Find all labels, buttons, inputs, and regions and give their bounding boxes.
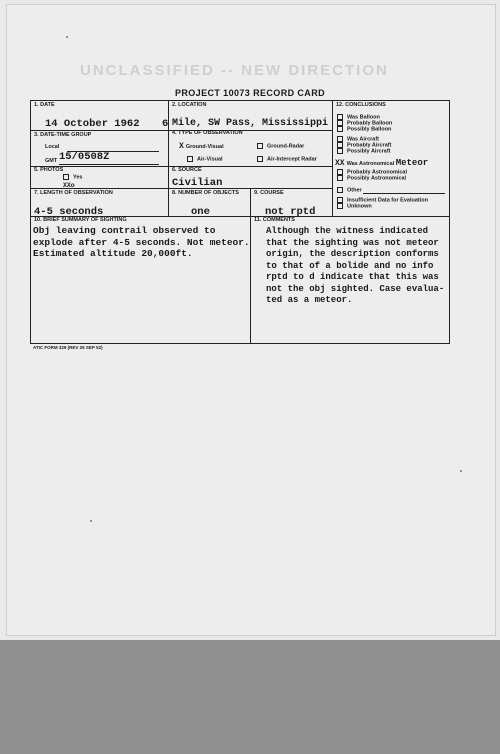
objects-cell xyxy=(169,189,251,217)
photos-cell xyxy=(31,167,169,189)
card-title: PROJECT 10073 RECORD CARD xyxy=(174,88,326,98)
observation-type-cell xyxy=(169,131,333,167)
source-value: Civilian xyxy=(172,177,223,189)
photos-yes: Yes xyxy=(63,174,82,180)
comments-cell xyxy=(251,217,449,343)
summary-label: 10. BRIEF SUMMARY OF SIGHTING xyxy=(34,217,127,223)
checkbox-icon xyxy=(337,126,343,132)
conclusion-was-astronomical: XX Was Astronomical Meteor xyxy=(335,158,429,168)
objects-value: one xyxy=(191,206,210,218)
checkbox-icon xyxy=(63,174,69,180)
dust-speck xyxy=(66,36,68,38)
length-label: 7. LENGTH OF OBSERVATION xyxy=(34,190,113,196)
length-value: 4-5 seconds xyxy=(34,206,104,218)
length-cell xyxy=(31,189,169,217)
gmt-value: 15/0508Z xyxy=(59,151,110,163)
ground-radar-text: Ground-Radar xyxy=(267,143,305,150)
checkbox-icon xyxy=(337,187,343,193)
conclusion-was-balloon: Was Balloon xyxy=(337,114,380,120)
checkbox-icon xyxy=(337,175,343,181)
form-number: ATIC FORM 329 (REV 26 SEP 52) xyxy=(33,345,103,350)
location-value: Mile, SW Pass, Mississippi xyxy=(172,118,329,129)
checkbox-icon xyxy=(257,143,263,149)
checkbox-icon xyxy=(257,156,263,162)
objects-label: 8. NUMBER OF OBJECTS xyxy=(172,190,239,196)
photos-label: 5. PHOTOS xyxy=(34,167,64,173)
ground-visual-text: Ground-Visual xyxy=(185,144,224,150)
conclusions-cell xyxy=(333,101,449,217)
conclusion-possibly-astronomical: Possibly Astronomical xyxy=(337,175,406,181)
course-label: 9. COURSE xyxy=(254,190,284,196)
conclusion-was-aircraft: Was Aircraft xyxy=(337,136,379,142)
checkbox-icon xyxy=(337,203,343,209)
source-cell xyxy=(169,167,333,189)
option-air-intercept-radar xyxy=(257,156,317,162)
gmt-line xyxy=(59,164,159,165)
option-ground-visual xyxy=(179,142,224,151)
option-air-visual xyxy=(187,156,223,162)
date-value: 14 October 1962 xyxy=(45,118,140,130)
check-mark-icon: X xyxy=(179,142,184,151)
dust-speck xyxy=(460,470,462,472)
source-label: 6. SOURCE xyxy=(172,167,202,173)
dust-speck xyxy=(90,520,92,522)
checkbox-icon xyxy=(187,156,193,162)
course-cell xyxy=(251,189,333,217)
faint-bleed-through-text: UNCLASSIFIED -- NEW DIRECTION xyxy=(80,62,389,79)
course-value: not rptd xyxy=(265,206,316,218)
summary-cell xyxy=(31,217,251,343)
conclusion-possibly-aircraft: Possibly Aircraft xyxy=(337,148,391,154)
conclusion-probably-aircraft: Probably Aircraft xyxy=(337,142,391,148)
comments-label: 11. COMMENTS xyxy=(254,217,295,223)
date-cell xyxy=(31,101,169,131)
dtg-label: 3. DATE-TIME GROUP xyxy=(34,132,92,138)
gmt-label: GMT xyxy=(45,158,58,164)
dtg-cell xyxy=(31,131,169,167)
comments-text: Although the witness indicated that the sighting was not meteor origin, the description conforms to that of a bolide and no info rptd to d indicate that this was not the obj sighted. Case evalua- ted as a meteor. xyxy=(266,226,445,305)
air-intercept-radar-text: Air-Intercept Radar xyxy=(267,156,317,163)
conclusion-possibly-balloon: Possibly Balloon xyxy=(337,126,391,132)
check-mark-icon: XX xyxy=(335,159,345,168)
scanner-background xyxy=(0,640,500,754)
location-label: 2. LOCATION xyxy=(172,102,207,108)
conclusion-probably-balloon: Probably Balloon xyxy=(337,120,392,126)
summary-text: Obj leaving contrail observed to explode after 4-5 seconds. Not meteor. Estimated altitude 20,000ft. xyxy=(33,225,250,259)
location-prefix: 6 xyxy=(162,118,169,130)
photos-no: XXo xyxy=(63,182,75,189)
conclusions-label: 12. CONCLUSIONS xyxy=(336,102,386,108)
record-card xyxy=(30,100,450,344)
conclusion-other: Other xyxy=(337,187,362,193)
conclusion-probably-astronomical: Probably Astronomical xyxy=(337,169,407,175)
checkbox-icon xyxy=(337,148,343,154)
air-visual-text: Air-Visual xyxy=(197,156,223,163)
observation-type-label: 4. TYPE OF OBSERVATION xyxy=(172,130,243,136)
date-label: 1. DATE xyxy=(34,102,55,108)
conclusion-insufficient: Insufficient Data for Evaluation xyxy=(337,197,428,203)
conclusion-unknown: Unknown xyxy=(337,203,372,209)
other-line xyxy=(363,193,445,194)
location-cell xyxy=(162,101,333,131)
local-label: Local xyxy=(45,144,60,150)
meteor-value: Meteor xyxy=(395,158,429,168)
option-ground-radar xyxy=(257,143,304,149)
